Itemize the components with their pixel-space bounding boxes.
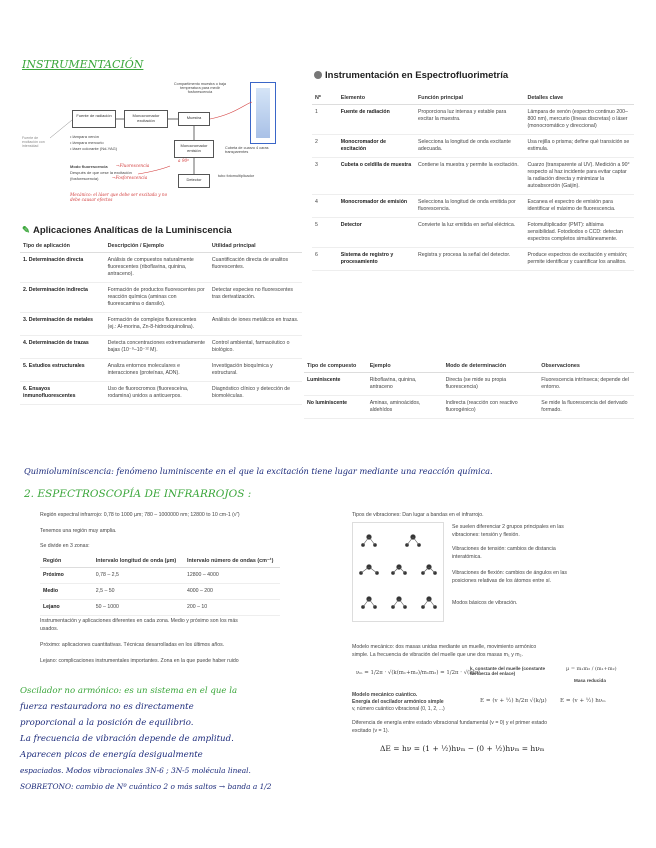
table-cell: Detector (338, 218, 415, 248)
diagram-modo-fluo: Modo fluorescencia (70, 164, 108, 169)
diagram-modo-fosfo: (fosforescencia) (70, 176, 99, 181)
vib-t3: Vibraciones de flexión: cambios de ángulos en las (452, 570, 567, 576)
table-row (40, 600, 280, 616)
table-header: Ejemplo (367, 360, 443, 373)
aplicaciones-table (20, 240, 302, 405)
table-row (40, 584, 280, 600)
table-header: Intervalo longitud de onda (µm) (93, 555, 184, 568)
ir-p2: Próximo: aplicaciones cuantitativas. Técnicas desarrolladas en los últimos años. (40, 642, 225, 648)
handwritten-oscilador-line-7: SOBRETONO: cambio de Nº cuántico 2 o más saltos → banda a 1/2 (20, 782, 272, 791)
vib-t1b: vibraciones: tensión y flexión. (452, 532, 520, 538)
table-cell: Produce espectros de excitación y emisión; permite identificar y cuantificar los analitos. (525, 248, 635, 271)
handwritten-oscilador-line-2: fuerza restauradora no es directamente (20, 702, 194, 712)
table-cell: 1. Determinación directa (20, 253, 105, 283)
table-cell: 1 (312, 105, 338, 135)
handwritten-oscilador-line-5: Aparecen picos de energía desigualmente (20, 750, 203, 760)
table-cell: Escanea el espectro de emisión para identificar el máximo de fluorescencia. (525, 195, 635, 218)
table-header: Región (40, 555, 93, 568)
handwritten-quimioluminiscencia: Quimioluminiscencia: fenómeno luminiscente en el que la excitación tiene lugar mediante una reacción química. (24, 466, 493, 476)
table-header: Elemento (338, 92, 415, 105)
diagram-red-note: Mecánico: el láser que debe ser excitada y no debe causar efectos (70, 192, 168, 202)
table-cell: Registra y procesa la señal del detector. (415, 248, 524, 271)
table-row (304, 373, 634, 396)
table-cell: Análisis de iones metálicos en trazas. (209, 313, 302, 336)
table-cell: Riboflavina, quinina, antraceno (367, 373, 443, 396)
vibration-modes-svg (353, 523, 445, 623)
table-cell: 4 (312, 195, 338, 218)
vibraciones-title: Tipos de vibraciones: Dan lugar a bandas en el infrarrojo. (352, 512, 484, 518)
table-cell: Detecta concentraciones extremadamente bajas (10⁻⁹–10⁻¹² M). (105, 336, 209, 359)
table-cell: 0,78 – 2,5 (93, 568, 184, 584)
table-row (20, 253, 302, 283)
table-cell: Investigación bioquímica y estructural. (209, 359, 302, 382)
table-header: Nº (312, 92, 338, 105)
table-cell: Lámpara de xenón (espectro continuo 200–800 nm), mercurio (líneas discretas) o láser (monocromático y direccional) (525, 105, 635, 135)
diagram-left-note: Fuente de excitación con intensidad (22, 136, 45, 148)
diagram-detector: Detector (178, 174, 210, 188)
modelo-p2: Diferencia de energía entre estado vibracional fundamental (v = 0) y el primer estado (352, 720, 548, 726)
table-cell: 2. Determinación indirecta (20, 283, 105, 313)
instrument-diagram (20, 74, 288, 226)
table-header: Modo de determinación (443, 360, 539, 373)
handwritten-oscilador-line-6: espaciados. Modos vibracionales 3N-6 ; 3N-5 molécula lineal. (20, 766, 251, 775)
handwritten-oscilador-line-1: Oscilador no armónico: es un sistema en el que la (20, 686, 238, 696)
diagram-muestra: Muestra (178, 112, 210, 126)
table-row (312, 195, 634, 218)
table-cell: Control ambiental, farmacéutico o biológico. (209, 336, 302, 359)
table-cell: Se mide la fluorescencia del derivado formado. (538, 396, 634, 419)
vib-t2b: interatómica. (452, 554, 482, 560)
table-cell: Próximo (40, 568, 93, 584)
table-row (304, 396, 634, 419)
handwritten-oscilador-line-3: proporcional a la posición de equilibrio. (20, 718, 194, 728)
table-row (20, 313, 302, 336)
table-cell: 4. Determinación de trazas (20, 336, 105, 359)
diagram-cubeta: Cubeta de cuarzo 4 caras transparentes (225, 146, 269, 154)
table-cell: 5. Estudios estructurales (20, 359, 105, 382)
table-cell: Cuantificación directa de analitos fluorescentes. (209, 253, 302, 283)
diagram-desp: Después de que cese la excitación (70, 170, 132, 175)
table-cell: 4000 – 200 (184, 584, 280, 600)
table-cell: 2 (312, 135, 338, 158)
table-cell: Indirecta (reacción con reactivo fluorogénico) (443, 396, 539, 419)
espectrofluorimetria-table (312, 92, 634, 271)
table-row (20, 283, 302, 313)
pencil-icon: ✎ (22, 225, 30, 236)
table-cell: Analiza entornos moleculares e interacciones (proteínas, ADN). (105, 359, 209, 382)
table-header: Intervalo número de ondas (cm⁻¹) (184, 555, 280, 568)
table-row (312, 105, 634, 135)
table-cell: Fuente de radiación (338, 105, 415, 135)
vibration-modes-figure (352, 522, 444, 622)
gear-icon (314, 71, 322, 79)
table-cell: Selecciona la longitud de onda excitante adecuada. (415, 135, 524, 158)
ir-p1: Instrumentación y aplicaciones diferentes en cada zona. Medio y próximo son los más (40, 618, 238, 624)
modelo-box3: v, número cuántico vibracional (0, 1, 2, ...) (352, 706, 445, 712)
handwritten-instrumentacion-title: INSTRUMENTACIÓN (22, 58, 144, 71)
diagram-lamp2: • lámpara mercurio (70, 140, 104, 145)
table-cell: Luminiscente (304, 373, 367, 396)
table-header: Observaciones (538, 360, 634, 373)
ir-line2: Tenemos una región muy amplia. (40, 528, 117, 534)
table-cell: 50 – 1000 (93, 600, 184, 616)
modelo-mu: µ = m₁m₂ / (m₁+m₂) (566, 666, 617, 672)
modelo-e2: E = (v + ½) hνₘ (560, 698, 606, 704)
table-cell: Contiene la muestra y permite la excitación. (415, 158, 524, 195)
table-row (312, 158, 634, 195)
table-cell: Sistema de registro y procesamiento (338, 248, 415, 271)
compuestos-table (304, 360, 634, 419)
table-cell: Detectar especies no fluorescentes tras derivatización. (209, 283, 302, 313)
table-cell: Usa rejilla o prisma; define qué transición se estimula. (525, 135, 635, 158)
table-cell: 3. Determinación de metales (20, 313, 105, 336)
diagram-lamp1: • lámpara xenón (70, 134, 99, 139)
espectrofluorimetria-title: Instrumentación en Espectrofluorimetría (314, 70, 508, 81)
table-header: Utilidad principal (209, 240, 302, 253)
diagram-fosfo-red: →Fosforescencia (112, 175, 148, 180)
diagram-tubo: tubo fotomultiplicador (218, 174, 255, 178)
table-cell: Cubeta o celdilla de muestra (338, 158, 415, 195)
ir-p3: Lejano: complicaciones instrumentales importantes. Zona en la que puede haber ruido (40, 658, 239, 664)
table-cell: Cuarzo (transparente al UV). Medición a 90° respecto al haz incidente para evitar captar la radiación directa y minimizar la autoabsorción (Gaijin). (525, 158, 635, 195)
table-cell: 12800 – 4000 (184, 568, 280, 584)
table-cell: Medio (40, 584, 93, 600)
table-cell: Convierte la luz emitida en señal eléctrica. (415, 218, 524, 248)
diagram-top-note: Compartimento muestra o baja temperatura para medir fosforescencia (173, 82, 227, 94)
diagram-lamp3: • láser colorante (Nd-YAG) (70, 146, 118, 151)
ir-p1b: usados. (40, 626, 59, 632)
table-cell: Formación de complejos fluorescentes (ej.: Al-morina, Zn-8-hidroxiquinolina). (105, 313, 209, 336)
ir-regions-table (40, 555, 280, 616)
table-cell: Uso de fluorocromos (fluoresceína, rodamina) unidos a anticuerpos. (105, 382, 209, 405)
handwritten-oscilador-line-4: La frecuencia de vibración depende de amplitud. (20, 734, 234, 744)
modelo-box1: Modelo mecánico cuántico. (352, 692, 418, 698)
diagram-red-note-90: a 90º (178, 158, 190, 163)
table-cell: Análisis de compuestos naturalmente fluorescentes (riboflavina, quinina, antraceno). (105, 253, 209, 283)
table-cell: 6 (312, 248, 338, 271)
aplicaciones-title: ✎ Aplicaciones Analíticas de la Luminiscencia (22, 225, 232, 236)
vib-t3b: posiciones relativas de los átomos entre sí. (452, 578, 552, 584)
table-cell: Formación de productos fluorescentes por reacción química (aminas con fluorescamina o dansilo). (105, 283, 209, 313)
table-row (20, 382, 302, 405)
table-cell: Lejano (40, 600, 93, 616)
table-row (20, 359, 302, 382)
vib-t1: Se suelen diferenciar 2 grupos principales en las (452, 524, 564, 530)
table-header: Tipo de aplicación (20, 240, 105, 253)
diagram-mono-em: Monocromador emisión (174, 140, 214, 158)
handwritten-espectroscopia-title: 2. ESPECTROSCOPÍA DE INFRARROJOS : (24, 488, 252, 500)
table-cell: Diagnóstico clínico y detección de biomoléculas. (209, 382, 302, 405)
handwritten-oscilador-block (20, 686, 350, 798)
modelo-p2b: excitado (v = 1). (352, 728, 390, 734)
table-cell: 2,5 – 50 (93, 584, 184, 600)
ir-intro: Región espectral infrarrojo: 0,78 to 1000 µm; 780 – 1000000 nm; 12800 to 10 cm-1 (ν̃ ) (40, 512, 240, 518)
table-row (312, 248, 634, 271)
table-header: Detalles clave (525, 92, 635, 105)
modelo-e1: E = (v + ½) h/2π √(k/µ) (480, 698, 547, 704)
table-cell: Aminas, aminoácidos, aldehídos (367, 396, 443, 419)
table-row (20, 336, 302, 359)
modelo-k-note: k, constante del muelle (constante de fuerza del enlace) (470, 666, 546, 676)
modelo-delta: ΔE = hν = (1 + ½)hνₘ − (0 + ½)hνₘ = hνₘ (380, 744, 545, 753)
table-header: Función principal (415, 92, 524, 105)
modelo-mu-label: Masa reducida (574, 678, 606, 683)
vib-t4: Modos básicos de vibración. (452, 600, 518, 606)
table-header: Tipo de compuesto (304, 360, 367, 373)
modelo-formula-freq: νₘ = 1/2π · √(k(m₁+m₂)/m₁m₂) = 1/2π · √(k/µ) (356, 670, 480, 676)
table-cell: 200 – 10 (184, 600, 280, 616)
table-cell: Selecciona la longitud de onda emitida por fluorescencia. (415, 195, 524, 218)
table-cell: Fluorescencia intrínseca; depende del entorno. (538, 373, 634, 396)
table-cell: Proporciona luz intensa y estable para excitar la muestra. (415, 105, 524, 135)
table-cell: 6. Ensayos inmunofluorescentes (20, 382, 105, 405)
table-cell: 5 (312, 218, 338, 248)
ir-line3: Se divide en 3 zonas: (40, 543, 90, 549)
modelo-p1: Modelo mecánico: dos masas unidas mediante un muelle, movimiento armónico (352, 644, 537, 650)
table-header: Descripción / Ejemplo (105, 240, 209, 253)
diagram-fluo-red: →Fluorescencia (116, 163, 150, 168)
table-cell: Monocromador de excitación (338, 135, 415, 158)
table-cell: Directa (se mide su propia fluorescencia) (443, 373, 539, 396)
table-row (40, 568, 280, 584)
table-cell: Fotomultiplicador (PMT): altísima sensibilidad. Fotodiodos o CCD: detectan espectros completos simultáneamente. (525, 218, 635, 248)
table-cell: No luminiscente (304, 396, 367, 419)
diagram-mono-exc: Monocromador excitación (124, 110, 168, 128)
table-row (312, 135, 634, 158)
diagram-fuente: Fuente de radiación (72, 110, 116, 128)
table-cell: 3 (312, 158, 338, 195)
table-row (312, 218, 634, 248)
table-cell: Monocromador de emisión (338, 195, 415, 218)
modelo-box2: Energía del oscilador armónico simple (352, 699, 444, 705)
modelo-p1b: simple. La frecuencia de vibración del muelle que une dos masas m₁ y m₂. (352, 652, 524, 658)
vib-t2: Vibraciones de tensión: cambios de distancia (452, 546, 556, 552)
